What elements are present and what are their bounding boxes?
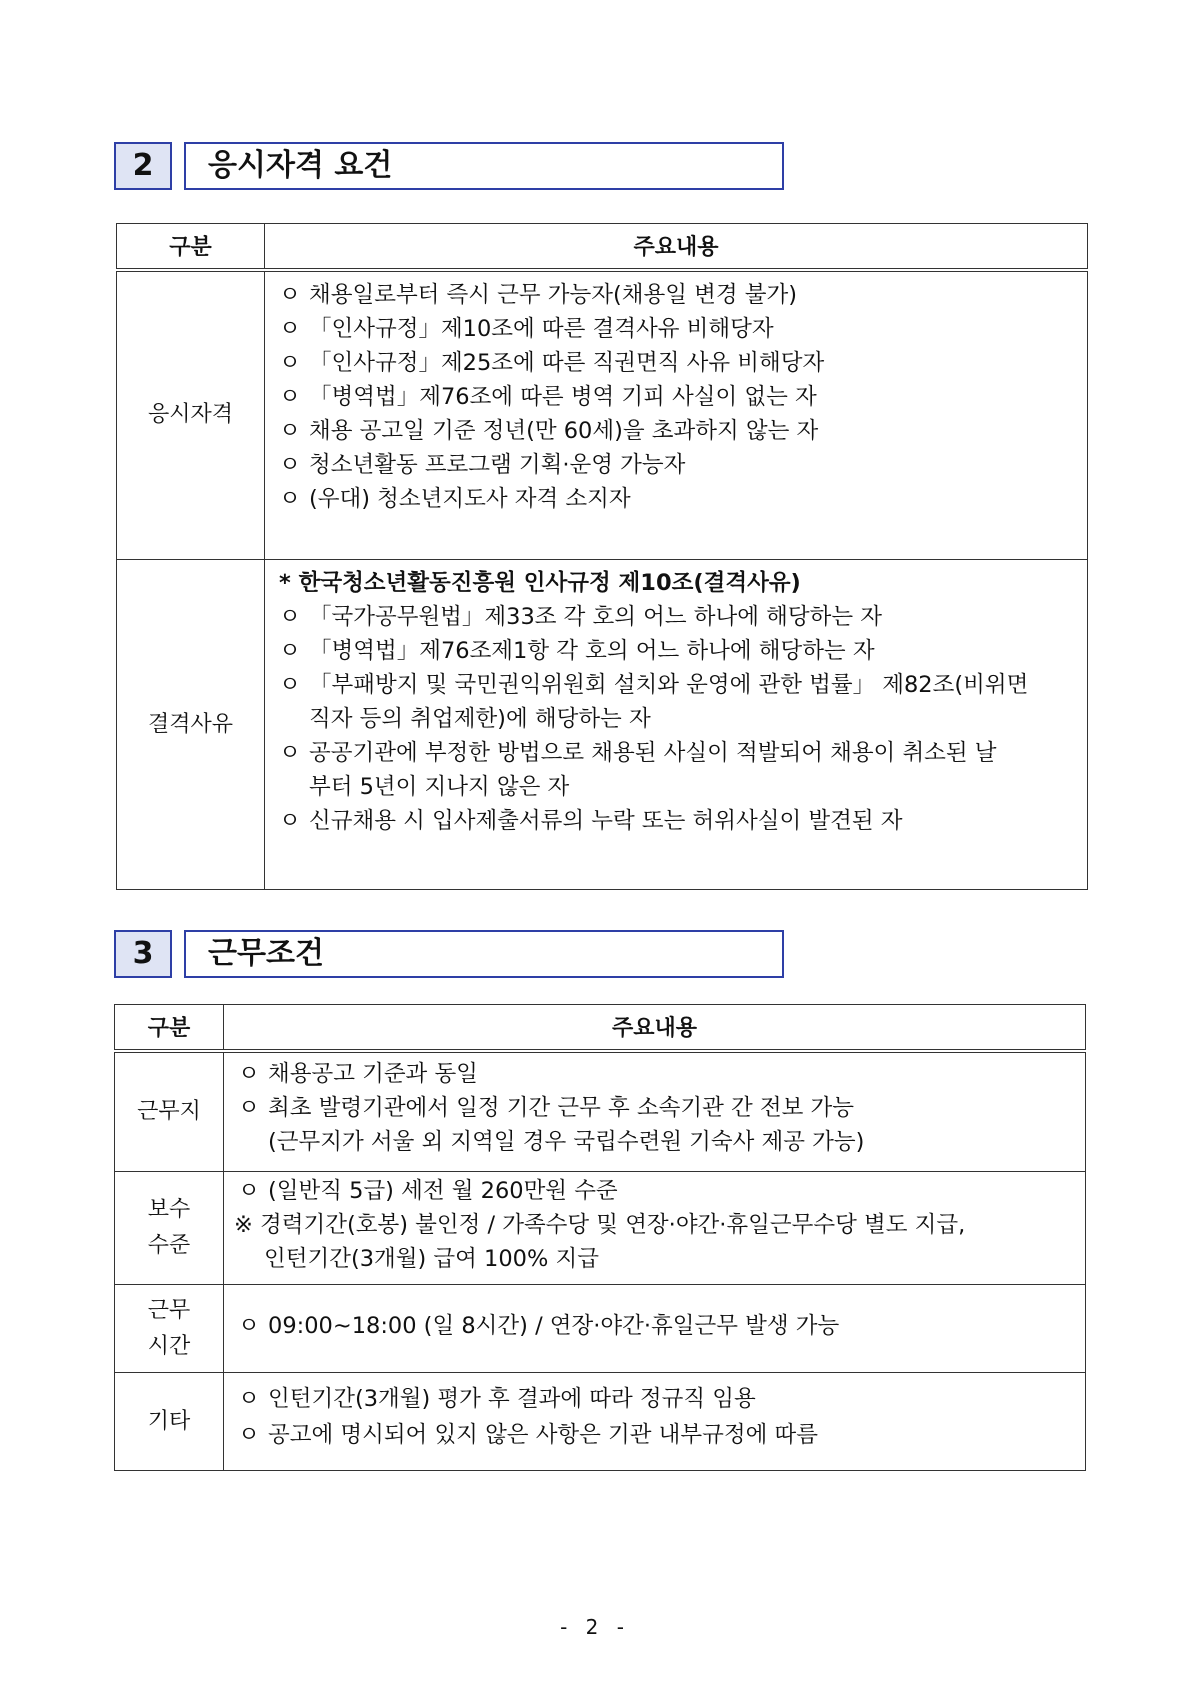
row-category: 근무지 (115, 1051, 224, 1172)
list-item: ㅇ 09:00~18:00 (일 8시간) / 연장·야간·휴일근무 발생 가능 (238, 1312, 840, 1339)
list-item: ㅇ 공고에 명시되어 있지 않은 사항은 기관 내부규정에 따름 (238, 1421, 818, 1448)
table-row (117, 270, 1088, 560)
list-item: ㅇ 「병역법」제76조에 따른 병역 기피 사실이 없는 자 (279, 383, 817, 410)
table-row (115, 1285, 1086, 1373)
note-line: ※ 경력기간(호봉) 불인정 / 가족수당 및 연장·야간·휴일근무수당 별도 지급, (234, 1212, 966, 1238)
note-line-continued: 인턴기간(3개월) 급여 100% 지급 (264, 1246, 600, 1272)
list-item: ㅇ (우대) 청소년지도사 자격 소지자 (279, 485, 631, 512)
list-item-continued: (근무지가 서울 외 지역일 경우 국립수련원 기숙사 제공 가능) (268, 1128, 865, 1155)
list-item: ㅇ 최초 발령기관에서 일정 기간 근무 후 소속기관 간 전보 가능 (238, 1094, 855, 1121)
row-category: 보수 수준 (115, 1172, 224, 1285)
section-title: 응시자격 요건 (184, 142, 784, 190)
table-header-row (117, 224, 1088, 270)
table-row (117, 560, 1088, 890)
list-item: ㅇ 「인사규정」제10조에 따른 결격사유 비해당자 (279, 315, 774, 342)
row-category: 결격사유 (117, 560, 265, 890)
list-item-continued: 부터 5년이 지나지 않은 자 (309, 774, 570, 800)
header-category: 구분 (115, 1005, 224, 1051)
header-content: 주요내용 (265, 224, 1088, 270)
row-content (224, 1051, 1086, 1172)
section-title: 근무조건 (184, 930, 784, 978)
list-item: ㅇ 인턴기간(3개월) 평가 후 결과에 따라 정규직 임용 (238, 1385, 756, 1412)
list-item-continued: 직자 등의 취업제한)에 해당하는 자 (309, 706, 651, 732)
list-item: ㅇ 채용공고 기준과 동일 (238, 1060, 478, 1087)
header-content: 주요내용 (224, 1005, 1086, 1051)
table-row (115, 1051, 1086, 1172)
row-category: 응시자격 (117, 270, 265, 560)
list-item: ㅇ 공공기관에 부정한 방법으로 채용된 사실이 적발되어 채용이 취소된 날 (279, 740, 997, 766)
list-item: ㅇ 신규채용 시 입사제출서류의 누락 또는 허위사실이 발견된 자 (279, 808, 903, 834)
row-category: 기타 (115, 1373, 224, 1471)
table-row (115, 1172, 1086, 1285)
row-category: 근무 시간 (115, 1285, 224, 1373)
row-content (224, 1373, 1086, 1471)
table-row (115, 1373, 1086, 1471)
reference-note: * 한국청소년활동진흥원 인사규정 제10조(결격사유) (279, 570, 801, 596)
row-content (224, 1172, 1086, 1285)
list-item: ㅇ 「인사규정」제25조에 따른 직권면직 사유 비해당자 (279, 349, 825, 376)
row-content (265, 270, 1088, 560)
list-item: ㅇ 「부패방지 및 국민권익위원회 설치와 운영에 관한 법률」 제82조(비위면 (279, 672, 1029, 698)
working-conditions-table (114, 1004, 1086, 1471)
row-content (224, 1285, 1086, 1373)
list-item: ㅇ 채용 공고일 기준 정년(만 60세)을 초과하지 않는 자 (279, 417, 819, 444)
eligibility-table (116, 223, 1088, 890)
table-header-row (115, 1005, 1086, 1051)
header-category: 구분 (117, 224, 265, 270)
section-number: 3 (114, 930, 172, 978)
list-item: ㅇ 채용일로부터 즉시 근무 가능자(채용일 변경 불가) (279, 281, 798, 308)
page-number: - 2 - (560, 1615, 630, 1639)
section-number: 2 (114, 142, 172, 190)
row-content (265, 560, 1088, 890)
list-item: ㅇ 청소년활동 프로그램 기획·운영 가능자 (279, 451, 686, 478)
list-item: ㅇ (일반직 5급) 세전 월 260만원 수준 (238, 1178, 618, 1204)
list-item: ㅇ 「병역법」제76조제1항 각 호의 어느 하나에 해당하는 자 (279, 638, 875, 664)
list-item: ㅇ 「국가공무원법」제33조 각 호의 어느 하나에 해당하는 자 (279, 604, 882, 630)
